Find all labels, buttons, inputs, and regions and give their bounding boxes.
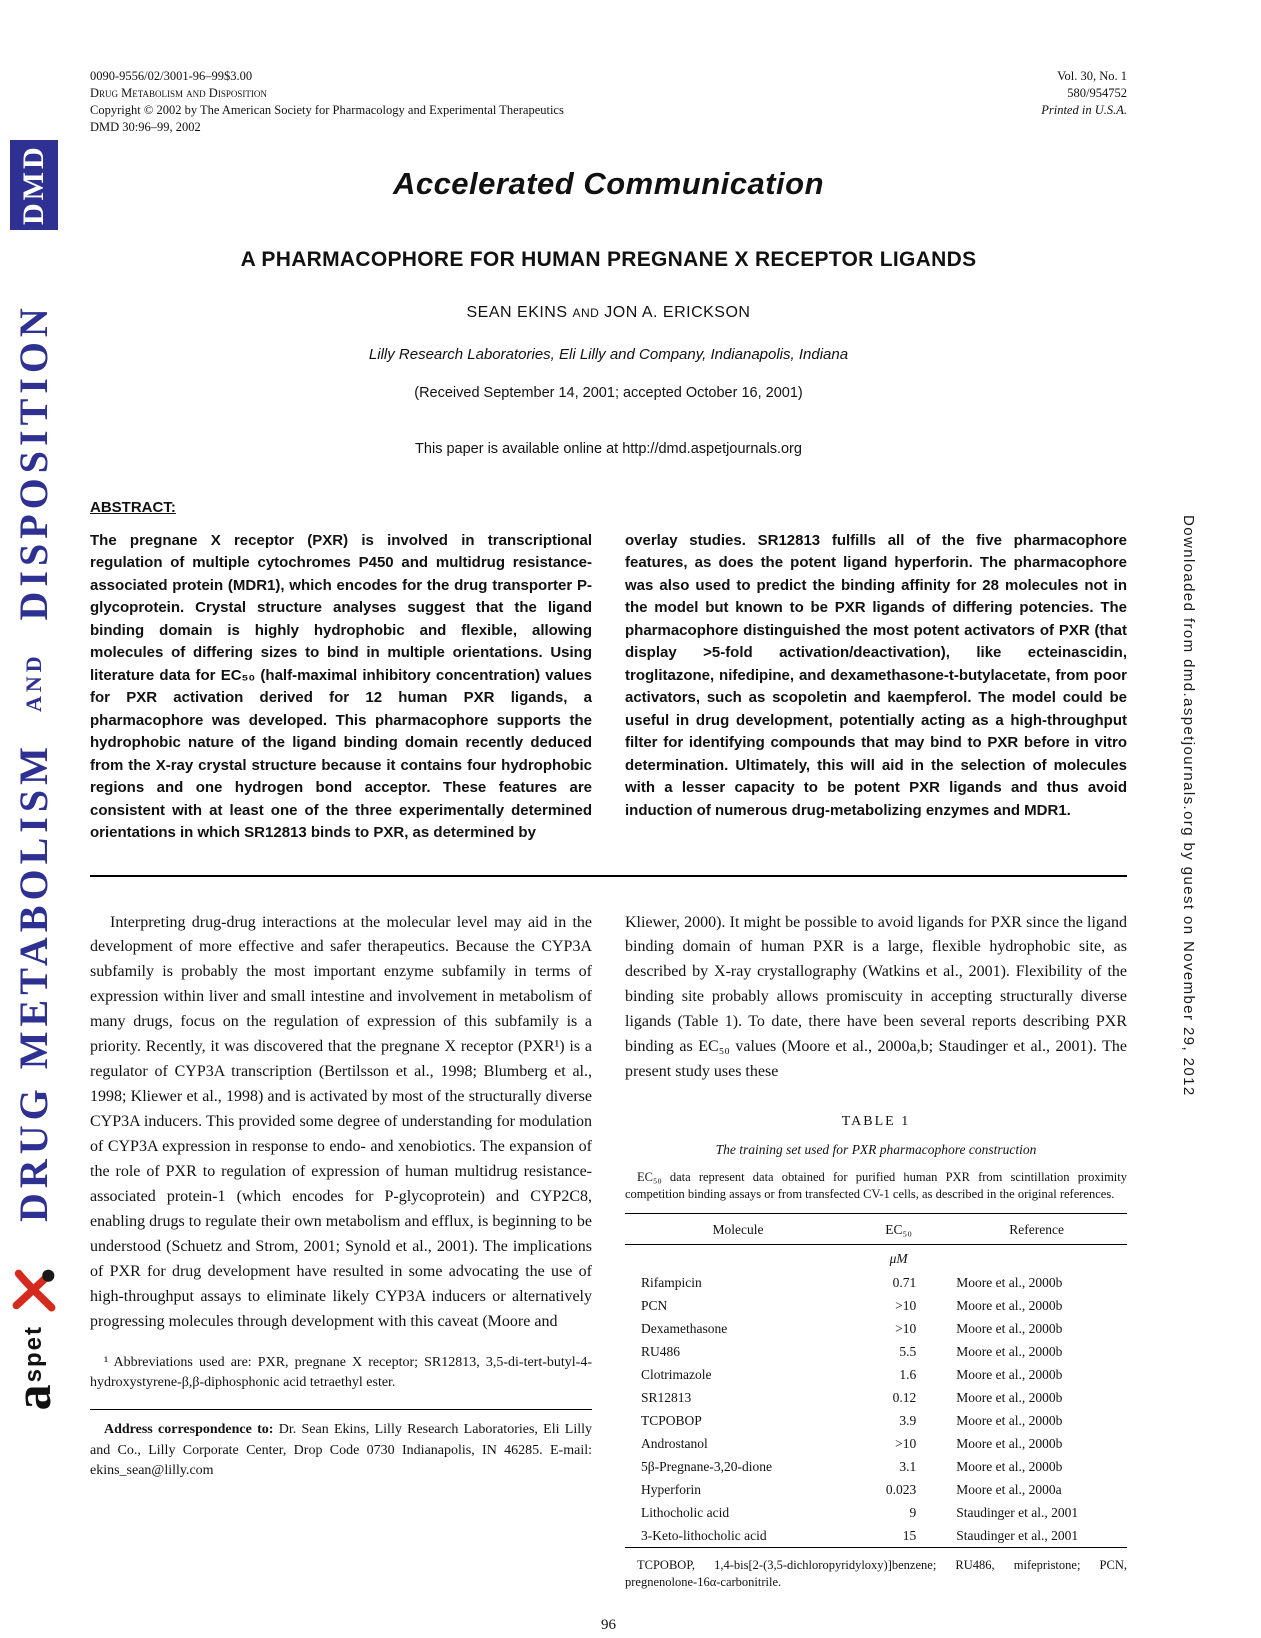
- received-line: (Received September 14, 2001; accepted October 16, 2001): [414, 384, 803, 401]
- ec50-cell: 9: [909, 1505, 917, 1521]
- aspet-wordmark-a: a: [5, 1382, 62, 1411]
- table-row: [625, 1432, 1127, 1455]
- body-column-right: [625, 911, 1127, 1592]
- table-row: [625, 1294, 1127, 1317]
- table-row: [625, 1478, 1127, 1501]
- author-1: SEAN EKINS: [466, 303, 568, 321]
- molecule-cell: RU486: [641, 1344, 681, 1360]
- molecule-cell: TCPOBOP: [641, 1413, 702, 1429]
- reference-cell: Staudinger et al., 2001: [956, 1505, 1079, 1521]
- correspondence-note: [90, 1409, 592, 1481]
- table-row: [625, 1340, 1127, 1363]
- table-row: [625, 1363, 1127, 1386]
- table-row: [625, 1501, 1127, 1524]
- body-right-paragraph: Kliewer, 2000). It might be possible to avoid ligands for PXR since the ligand binding domain of human PXR is a large, flexible hydrophobic site, as described by X-ray crystallography (Watkins et al., 2001). Flexibility of the binding site probably allows promiscuity in accepting structurally diverse ligands (Table 1). To date, there have been several reports describing PXR binding as EC₅₀ values (Moore et al., 2000a,b; Staudinger et al., 2001). The present study uses these: [625, 913, 1127, 1081]
- molecule-cell: Androstanol: [641, 1436, 708, 1452]
- molecule-cell: Hyperforin: [641, 1482, 701, 1498]
- molecule-cell: 5β-Pregnane-3,20-dione: [641, 1459, 772, 1475]
- dmd-logo-text: DMD: [17, 144, 50, 226]
- abstract-column-2: overlay studies. SR12813 fulfills all of the five pharmacophore features, as does the potent ligand hyperforin. The pharmacophore was also used to predict the binding affinity for 28 molecules not in the model but known to be PXR ligands of differing potencies. The pharmacophore distinguished the most potent activators of PXR (that display >5-fold activation/deactivation), like ecteinascidin, troglitazone, nifedipine, and dexamethasone-t-butylacetate, from poor activators, such as scopoletin and kaempferol. The model could be useful in drug development, potentially acting as a high-throughput filter for identifying compounds that may bind to PXR before in vitro determination. Ultimately, this will aid in the selection of molecules with a lesser capacity to be potent PXR ligands and thus avoid induction of numerous drug-metabolizing enzymes and MDR1.: [625, 531, 1127, 819]
- col-header-reference: Reference: [946, 1213, 1127, 1244]
- aspet-logo: [6, 1268, 62, 1410]
- ec50-cell: >10: [895, 1436, 917, 1452]
- ec50-cell: 1.6: [899, 1367, 917, 1383]
- availability-line: This paper is available online at http://dmd.aspetjournals.org: [415, 440, 802, 457]
- reference-cell: Moore et al., 2000b: [956, 1390, 1063, 1406]
- download-watermark: Downloaded from dmd.aspetjournals.org by guest on November 29, 2012: [1180, 515, 1197, 1097]
- table-caption: The training set used for PXR pharmacophore construction: [715, 1142, 1037, 1157]
- unit-label: μM: [889, 1250, 908, 1266]
- ec50-cell: >10: [895, 1320, 917, 1336]
- table-row: [625, 1524, 1127, 1548]
- reference-cell: Moore et al., 2000b: [956, 1320, 1063, 1336]
- reference-cell: Moore et al., 2000b: [956, 1459, 1063, 1475]
- col-header-molecule: Molecule: [625, 1213, 851, 1244]
- citation-line: DMD 30:96–99, 2002: [90, 119, 201, 134]
- molecule-cell: PCN: [641, 1297, 668, 1313]
- article-content: [90, 68, 1127, 1634]
- ec50-cell: 0.023: [885, 1482, 917, 1498]
- abstract-column-1: The pregnane X receptor (PXR) is involved in transcriptional regulation of multiple cytochromes P450 and multidrug resistance-associated protein (MDR1), which encodes for the drug transporter P-glycoprotein. Crystal structure analyses suggest that the ligand binding domain is highly hydrophobic and flexible, allowing molecules of differing sizes to bind in multiple orientations. Using literature data for EC₅₀ (half-maximal inhibitory concentration) values for PXR activation derived for 12 human PXR ligands, a pharmacophore was developed. This pharmacophore supports the hydrophobic nature of the ligand binding domain recently deduced from the X-ray crystal structure because it contains four hydrophobic regions and one hydrogen bond acceptor. These features are consistent with at least one of the three experimentally determined orientations in which SR12813 binds to PXR, as determined by: [90, 531, 592, 841]
- author-2: JON A. ERICKSON: [604, 303, 751, 321]
- printed-line: Printed in U.S.A.: [1041, 102, 1127, 117]
- section-title: Accelerated Communication: [392, 165, 825, 201]
- aspet-figure-icon: [12, 1268, 56, 1317]
- reference-cell: Staudinger et al., 2001: [956, 1528, 1079, 1544]
- table-row: [625, 1455, 1127, 1478]
- molecule-cell: 3-Keto-lithocholic acid: [641, 1528, 767, 1544]
- volume-line: Vol. 30, No. 1: [1057, 69, 1127, 83]
- table-row: [625, 1409, 1127, 1432]
- molecule-cell: Rifampicin: [641, 1274, 702, 1290]
- table-note: EC₅₀ data represent data obtained for purified human PXR from scintillation proximity competition binding assays or from transfected CV-1 cells, as described in the original references.: [625, 1170, 1127, 1201]
- section-divider: [90, 875, 1127, 877]
- correspondence-lead: Address correspondence to:: [104, 1422, 274, 1438]
- correspondence-text: Dr. Sean Ekins, Lilly Research Laboratories, Eli Lilly and Co., Lilly Corporate Center, Drop Code 0730 Indianapolis, IN 46285. E-mail: ekins_sean@lilly.com: [90, 1422, 592, 1478]
- table-label: TABLE 1: [841, 1114, 911, 1130]
- ec50-cell: 15: [902, 1528, 917, 1544]
- article-id-line: 580/954752: [1067, 85, 1127, 100]
- aspet-wordmark: [5, 1325, 62, 1411]
- molecule-cell: SR12813: [641, 1390, 692, 1406]
- table-header-row: [625, 1213, 1127, 1244]
- spine-title-and: AND: [21, 651, 46, 712]
- ec50-cell: 0.12: [892, 1390, 917, 1406]
- ec50-cell: 3.9: [899, 1413, 917, 1429]
- ec50-cell: >10: [895, 1297, 917, 1313]
- article-body: [90, 911, 1127, 1592]
- copyright-line: Copyright © 2002 by The American Society for Pharmacology and Experimental Therapeutics: [90, 102, 564, 117]
- molecule-cell: Dexamethasone: [641, 1320, 728, 1336]
- author-conjunction: AND: [572, 305, 600, 320]
- abstract-heading: ABSTRACT:: [90, 498, 176, 516]
- article-title: A PHARMACOPHORE FOR HUMAN PREGNANE X RECEPTOR LIGANDS: [240, 247, 977, 271]
- spine-title-part1: DRUG METABOLISM: [11, 742, 56, 1223]
- ec50-cell: 3.1: [899, 1459, 917, 1475]
- reference-cell: Moore et al., 2000b: [956, 1274, 1063, 1290]
- ec50-cell: 5.5: [899, 1344, 917, 1360]
- reference-cell: Moore et al., 2000b: [956, 1367, 1063, 1383]
- body-left-paragraph: Interpreting drug-drug interactions at the molecular level may aid in the development of more effective and safer therapeutics. Because the CYP3A subfamily is probably the most important enzyme subfamily in terms of expression within liver and small intestine and involvement in metabolism of many drugs, focus on the regulation of expression of this subfamily is a priority. Recently, it was discovered that the pregnane X receptor (PXR¹) is a regulator of CYP3A transcription (Bertilsson et al., 1998; Blumberg et al., 1998; Kliewer et al., 1998) and is activated by most of the structurally diverse CYP3A inducers. This provided some degree of understanding for modulation of CYP3A expression in response to endo- and xenobiotics. The expansion of the role of PXR to regulation of expression of human multidrug resistance-associated protein-1 (which encodes for P-glycoprotein) and CYP2C8, enabling drugs to regulate their own metabolism and efflux, is beginning to be understood (Schuetz and Strom, 2001; Synold et al., 2001). The implications of PXR for drug development have resulted in some advocating the use of high-throughput assays to eliminate likely CYP3A inducers or alternatively progressing molecules through development with this caveat (Moore and: [90, 913, 592, 1330]
- abbreviations-footnote: ¹ Abbreviations used are: PXR, pregnane X receptor; SR12813, 3,5-di-tert-butyl-4-hydroxystyrene-β,β-diphosphonic acid tetraethyl ester.: [90, 1354, 592, 1390]
- masthead: [90, 68, 1127, 136]
- masthead-right: [1041, 68, 1127, 136]
- dmd-logo: [10, 140, 58, 230]
- molecule-cell: Clotrimazole: [641, 1367, 712, 1383]
- table-row: [625, 1271, 1127, 1294]
- reference-cell: Moore et al., 2000b: [956, 1297, 1063, 1313]
- col-header-ec50: EC₅₀: [851, 1213, 946, 1244]
- table-row: [625, 1317, 1127, 1340]
- table-row: [625, 1386, 1127, 1409]
- aspet-wordmark-rest: spet: [20, 1325, 47, 1383]
- spine-title-part2: DISPOSITION: [11, 303, 56, 621]
- training-set-table: [625, 1213, 1127, 1549]
- table-1: [625, 1111, 1127, 1591]
- reference-cell: Moore et al., 2000b: [956, 1436, 1063, 1452]
- authors-line: [90, 304, 1127, 322]
- body-column-left: [90, 911, 592, 1592]
- reference-cell: Moore et al., 2000b: [956, 1413, 1063, 1429]
- ec50-cell: 0.71: [892, 1274, 917, 1290]
- molecule-cell: Lithocholic acid: [641, 1505, 730, 1521]
- issn-line: 0090-9556/02/3001-96–99$3.00: [90, 69, 253, 83]
- journal-name-line: Drug Metabolism and Disposition: [90, 85, 267, 100]
- reference-cell: Moore et al., 2000b: [956, 1344, 1063, 1360]
- table-footnote: TCPOBOP, 1,4-bis[2-(3,5-dichloropyridyloxy)]benzene; RU486, mifepristone; PCN, pregnenolone-16α-carbonitrile.: [625, 1558, 1127, 1590]
- page-number: 96: [601, 1617, 616, 1634]
- reference-cell: Moore et al., 2000a: [956, 1482, 1062, 1498]
- journal-spine-title: [6, 288, 62, 1238]
- affiliation-line: Lilly Research Laboratories, Eli Lilly and Company, Indianapolis, Indiana: [368, 345, 849, 363]
- table-unit-row: [625, 1244, 1127, 1271]
- abstract: [90, 530, 1127, 845]
- masthead-left: [90, 68, 564, 136]
